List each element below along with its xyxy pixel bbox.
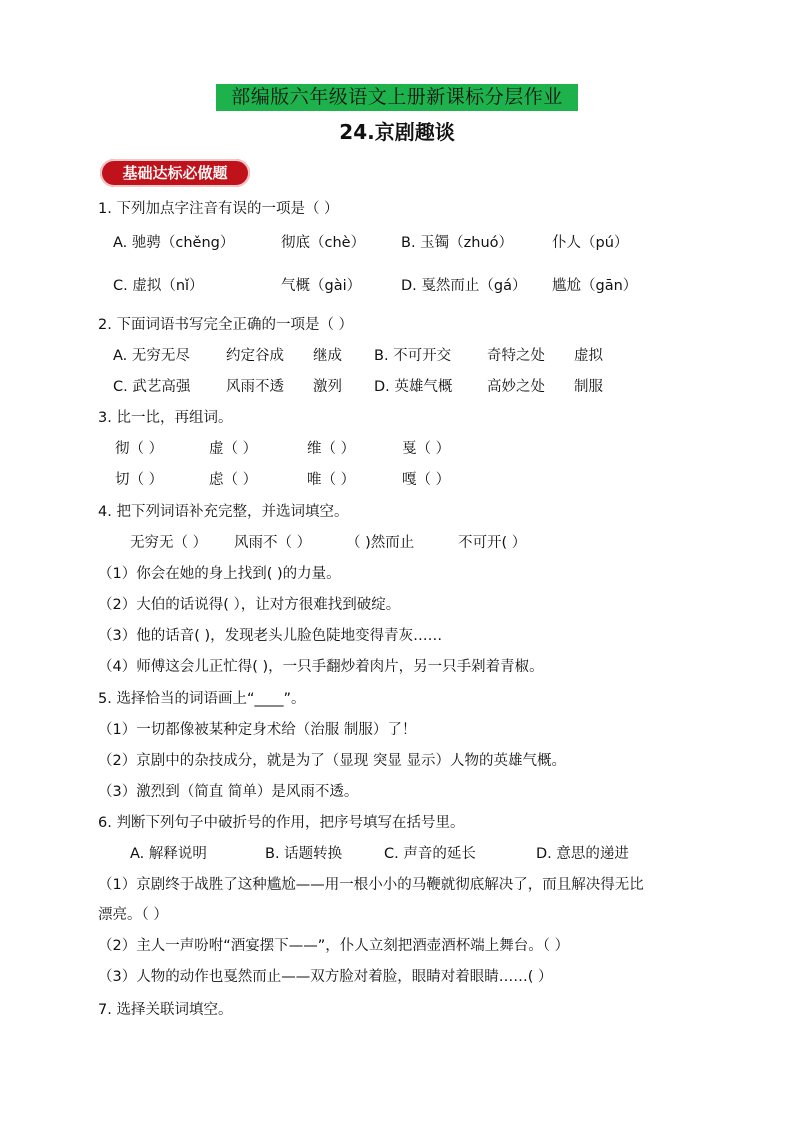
q6-option: B. 话题转换 (265, 846, 343, 862)
question-6-stem: 6. 判断下列句子中破折号的作用，把序号填写在括号里。 (98, 815, 465, 831)
q4-sentence-4: （4）师傅这会儿正忙得( )，一只手翻炒着肉片，另一只手剁着青椒。 (98, 659, 544, 675)
q2-row2-item: D. 英雄气概 (374, 379, 453, 395)
question-5-stem: 5. 选择恰当的词语画上“____”。 (98, 691, 306, 707)
q2-row1-item: 继成 (313, 348, 342, 364)
q4-sentence-1: （1）你会在她的身上找到( )的力量。 (98, 566, 341, 582)
q3-row1-item: 戛（ ） (402, 441, 451, 457)
q3-row2-item: 切（ ） (115, 472, 164, 488)
question-1-stem: 1. 下列加点字注音有误的一项是（ ） (98, 201, 339, 217)
q6-sentence-2: （2）主人一声吩咐“酒宴摆下——”，仆人立刻把酒壶酒杯端上舞台。（ ） (98, 938, 570, 954)
q4-sentence-3: （3）他的话音( )，发现老头儿脸色陡地变得青灰…… (98, 628, 443, 644)
q6-sentence-1: （1）京剧终于战胜了这种尴尬——用一根小小的马鞭就彻底解决了，而且解决得无比 (98, 877, 644, 893)
q6-option: C. 声音的延长 (384, 846, 476, 862)
q6-option: A. 解释说明 (130, 846, 207, 862)
q2-row1-item: 奇特之处 (487, 348, 545, 364)
q1-option-c1: C. 虚拟（nǐ） (113, 278, 204, 294)
q2-row1-item: A. 无穷无尽 (113, 348, 190, 364)
q4-word: 风雨不（ ） (234, 535, 312, 551)
q1-option-b2: 仆人（pú） (552, 235, 629, 251)
q1-option-a1: A. 驰骋（chěng） (113, 235, 235, 251)
question-4-stem: 4. 把下列词语补充完整，并选词填空。 (98, 504, 349, 520)
q1-option-b1: B. 玉镯（zhuó） (401, 235, 514, 251)
q4-word: （ )然而止 (346, 535, 415, 551)
question-3-stem: 3. 比一比，再组词。 (98, 410, 233, 426)
q6-sentence-1-cont: 漂亮。（ ） (98, 907, 168, 923)
lesson-title: 24.京剧趣谈 (339, 120, 455, 144)
q2-row2-item: 激列 (313, 379, 342, 395)
question-7-stem: 7. 选择关联词填空。 (98, 1002, 233, 1018)
section-label-badge: 基础达标必做题 (100, 159, 250, 187)
q5-sentence-1: （1）一切都像被某种定身术给（治服 制服）了！ (98, 722, 417, 738)
q6-sentence-3: （3）人物的动作也戛然而止——双方脸对着脸，眼睛对着眼睛……( ） (98, 969, 553, 985)
q1-option-d2: 尴尬（gān） (552, 278, 638, 294)
question-2-stem: 2. 下面词语书写完全正确的一项是（ ） (98, 317, 354, 333)
q2-row1-item: 约定谷成 (226, 348, 284, 364)
q3-row1-item: 彻（ ） (115, 441, 164, 457)
series-banner: 部编版六年级语文上册新课标分层作业 (216, 84, 578, 111)
q4-word: 不可开( ） (458, 535, 527, 551)
q6-option: D. 意思的递进 (536, 846, 629, 862)
q2-row1-item: B. 不可开交 (374, 348, 452, 364)
q4-word: 无穷无（ ） (130, 535, 208, 551)
q3-row1-item: 虚（ ） (209, 441, 258, 457)
q2-row2-item: 风雨不透 (226, 379, 284, 395)
q2-row1-item: 虚拟 (574, 348, 603, 364)
q5-sentence-2: （2）京剧中的杂技成分，就是为了（显现 突显 显示）人物的英雄气概。 (98, 753, 566, 769)
q1-option-a2: 彻底（chè） (281, 235, 366, 251)
q4-sentence-2: （2）大伯的话说得( ），让对方很难找到破绽。 (98, 597, 401, 613)
q3-row1-item: 维（ ） (307, 441, 356, 457)
q3-row2-item: 虑（ ） (209, 472, 258, 488)
q2-row2-item: C. 武艺高强 (113, 379, 191, 395)
q1-option-d1: D. 戛然而止（gá） (401, 278, 527, 294)
q2-row2-item: 高妙之处 (487, 379, 545, 395)
q3-row2-item: 唯（ ） (307, 472, 356, 488)
q5-sentence-3: （3）激烈到（简直 简单）是风雨不透。 (98, 784, 359, 800)
q3-row2-item: 嘎（ ） (402, 472, 451, 488)
q2-row2-item: 制服 (574, 379, 603, 395)
q1-option-c2: 气概（gài） (281, 278, 362, 294)
